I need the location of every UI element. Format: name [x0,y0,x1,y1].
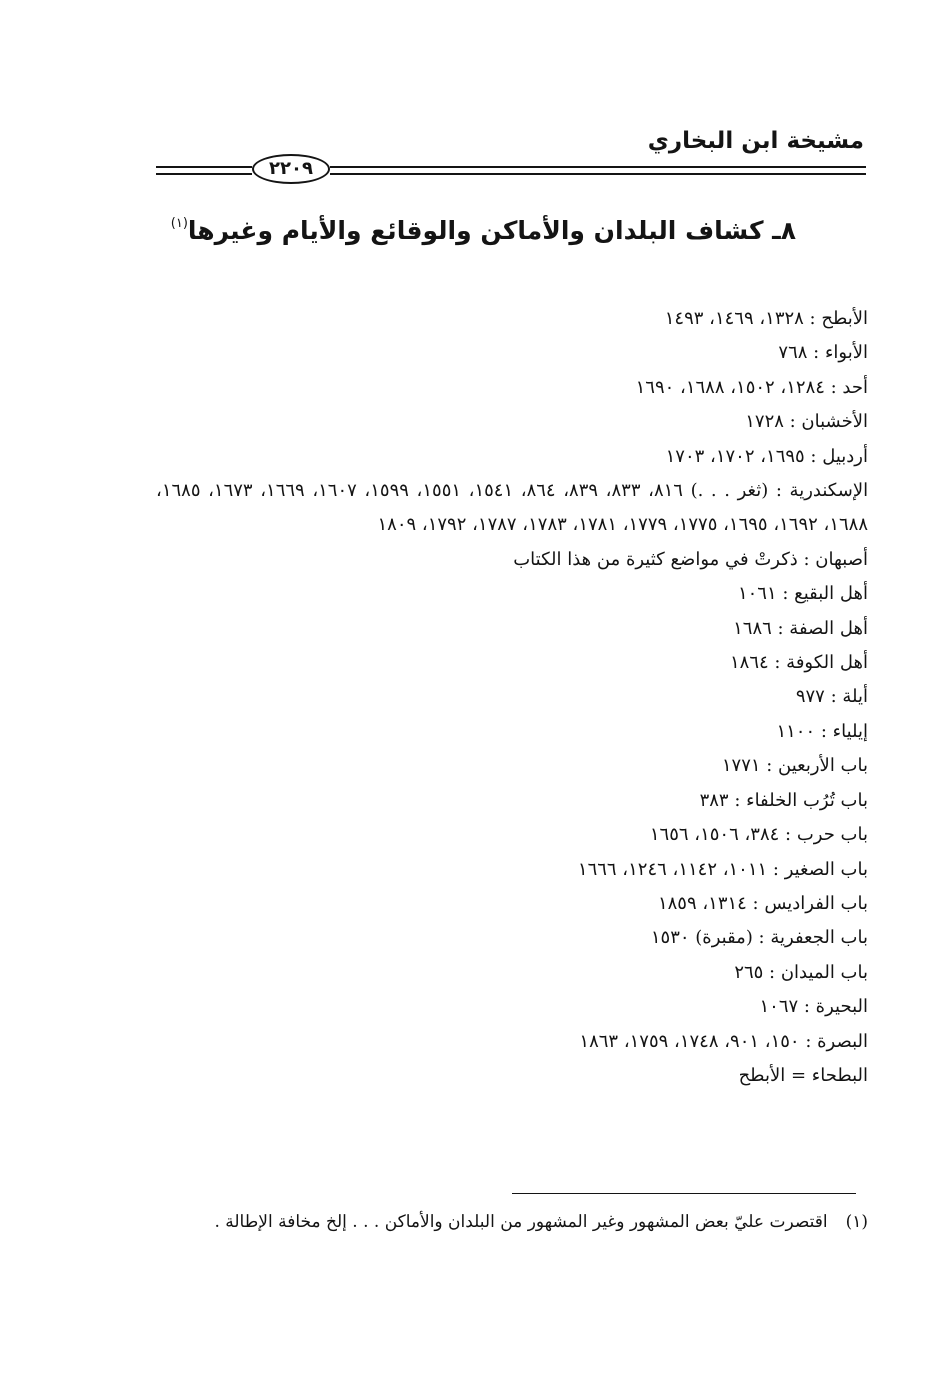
index-entry: أهل الصفة : ١٦٨٦ [733,617,868,639]
index-entry: أردبيل : ١٦٩٥، ١٧٠٢، ١٧٠٣ [665,445,868,467]
section-heading-text: ٨ـ كشاف البلدان والأماكن والوقائع والأيام وغيرها [187,216,796,245]
footnote-separator [512,1193,856,1194]
index-entry: أهل البقيع : ١٠٦١ [737,583,868,605]
footnote [148,1212,868,1232]
footnote-text: اقتصرت عليّ بعض المشهور وغير المشهور من البلدان والأماكن . . . إلخ مخافة الإطالة . [214,1212,828,1232]
index-entry: باب حرب : ٣٨٤، ١٥٠٦، ١٦٥٦ [649,824,868,846]
index-entry: البصرة : ١٥٠، ٩٠١، ١٧٤٨، ١٧٥٩، ١٨٦٣ [579,1030,868,1052]
index-entry: باب الأربعين : ١٧٧١ [721,755,868,777]
index-entry: باب الميدان : ٢٦٥ [734,961,868,983]
index-entry: البطحاء = الأبطح [738,1064,868,1086]
header-rule-right [330,166,866,168]
footnote-reference[interactable]: (١) [170,216,188,231]
index-entry: الأخشبان : ١٧٢٨ [745,411,868,433]
index-entry: باب الصغير : ١٠١١، ١١٤٢، ١٢٤٦، ١٦٦٦ [577,858,868,880]
index-entry: البحيرة : ١٠٦٧ [759,996,868,1018]
page-number: ٢٢٠٩ [252,154,330,184]
index-entry: الإسكندرية : (ثغر . . .) ٨١٦، ٨٣٣، ٨٣٩، ٨٦٤، ١٥٤١، ١٥٥١، ١٥٩٩، ١٦٠٧، ١٦٦٩، ١٦٧٣، ١٦٨٥، ١٦٨٨، ١٦٩٢، ١٦٩٥، ١٧٧٥، ١٧٧٩، ١٧٨١، ١٧٨٣، ١٧٨٧، ١٧٩٢، ١٨٠٩ [156,480,869,536]
index-entries [156,302,868,1093]
index-entry: باب تُرُب الخلفاء : ٣٨٣ [699,789,868,811]
index-entry: باب الجعفرية : (مقبرة) ١٥٣٠ [650,927,868,949]
index-entry: أصبهان : ذكرتْ في مواضع كثيرة من هذا الكتاب [513,548,868,570]
index-entry: الأبواء : ٧٦٨ [778,342,868,364]
running-title: مشيخة ابن البخاري [647,128,864,154]
index-entry: إيلياء : ١١٠٠ [776,720,868,742]
section-heading [171,216,796,245]
index-entry: الأبطح : ١٣٢٨، ١٤٦٩، ١٤٩٣ [664,308,868,329]
header-rule-left [156,166,252,168]
footnote-marker: (١) [845,1212,868,1232]
index-entry: أيلة : ٩٧٧ [795,686,868,708]
index-entry: باب الفراديس : ١٣١٤، ١٨٥٩ [657,892,868,914]
index-entry: أحد : ١٢٨٤، ١٥٠٢، ١٦٨٨، ١٦٩٠ [635,376,868,398]
index-entry: أهل الكوفة : ١٨٦٤ [729,652,868,674]
